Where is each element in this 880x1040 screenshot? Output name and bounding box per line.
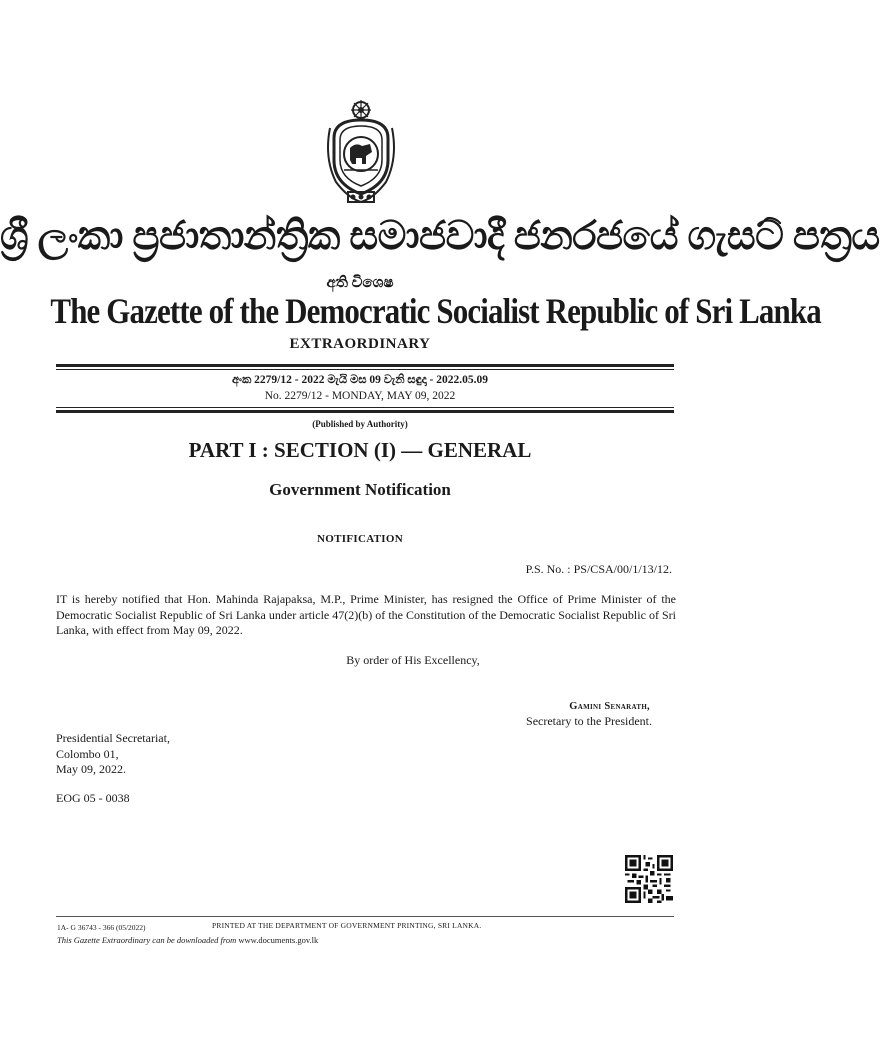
- address-date: May 09, 2022.: [56, 762, 126, 776]
- issue-line-sinhala: අංක 2279/12 - 2022 මැයි මස 09 වැනි සඳුදා - 2022.05.09: [231, 374, 489, 386]
- print-code: 1A- G 36743 - 366 (05/2022): [57, 923, 146, 932]
- signer-title: Secretary to the President.: [526, 714, 652, 728]
- sinhala-extraordinary-label: අති විශෙෂ: [326, 275, 394, 291]
- secretariat-address: [56, 731, 170, 778]
- eog-reference: EOG 05 - 0038: [56, 791, 130, 805]
- notification-heading: NOTIFICATION: [317, 533, 403, 545]
- printed-at-line: PRINTED AT THE DEPARTMENT OF GOVERNMENT PRINTING, SRI LANKA.: [212, 921, 482, 930]
- part-section-title: PART I : SECTION (I) — GENERAL: [188, 438, 532, 462]
- address-line: Presidential Secretariat,: [56, 731, 170, 745]
- by-order-line: By order of His Excellency,: [346, 653, 480, 667]
- header-divider-top-thin: [56, 369, 674, 370]
- download-note-text: This Gazette Extraordinary can be downloaded from: [57, 935, 237, 945]
- signer-name: Gamini Senarath,: [569, 701, 650, 712]
- qr-code-icon: [625, 855, 673, 903]
- footer-divider: [56, 916, 674, 917]
- section-title: Government Notification: [269, 480, 451, 499]
- ps-number: P.S. No. : PS/CSA/00/1/13/12.: [525, 562, 672, 576]
- extraordinary-label: EXTRAORDINARY: [289, 336, 431, 352]
- download-note: [57, 935, 318, 945]
- download-link[interactable]: www.documents.gov.lk: [238, 935, 319, 945]
- published-by-authority: (Published by Authority): [312, 419, 408, 429]
- header-divider-bottom: [56, 410, 674, 413]
- header-divider-top: [56, 364, 674, 367]
- english-gazette-title: The Gazette of the Democratic Socialist Republic of Sri Lanka: [50, 291, 821, 331]
- sri-lanka-national-emblem-icon: [320, 98, 402, 206]
- sinhala-gazette-title: ශ්‍රී ලංකා ප්‍රජාතාන්ත්‍රික සමාජවාදී ජනරජයේ ගැසට් පත්‍රය: [0, 213, 880, 258]
- address-line: Colombo 01,: [56, 746, 119, 761]
- header-divider-bottom-thin: [56, 407, 674, 408]
- notification-body: IT is hereby notified that Hon. Mahinda Rajapaksa, M.P., Prime Minister, has resigned the Office of Prime Minister of the Democratic Socialist Republic of Sri Lanka under article 47(2)(b) of the Constitution of the Democratic Socialist Republic of Sri Lanka, with effect from May 09, 2022.: [56, 592, 676, 637]
- issue-line-english: No. 2279/12 - MONDAY, MAY 09, 2022: [264, 390, 456, 402]
